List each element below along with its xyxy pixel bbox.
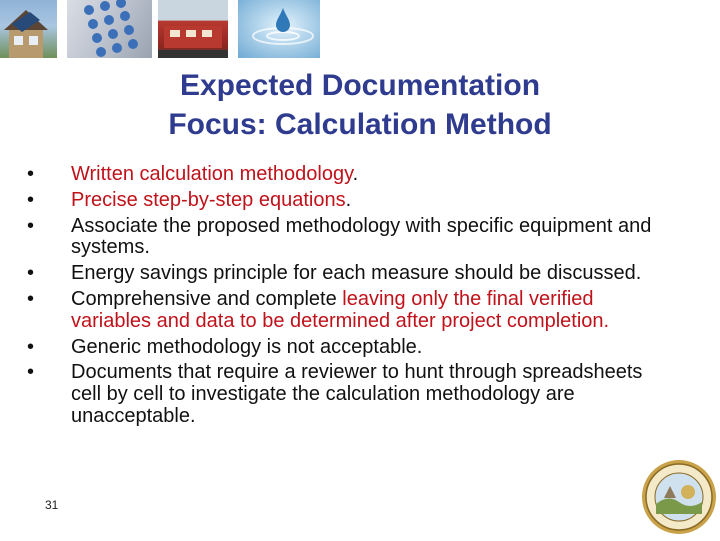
train-photo: [158, 0, 228, 58]
header-banner: [0, 0, 720, 60]
bullet-item: [24, 289, 674, 333]
bullet-text: Written calculation methodology: [71, 163, 353, 185]
title-line-1: Expected Documentation: [179, 69, 541, 102]
page-number: 31: [45, 498, 59, 512]
bullet-text: leaving only the final verified variables and data to be determined after project completion.: [71, 287, 610, 332]
house-photo: [0, 0, 57, 58]
bullet-dot-icon: •: [27, 262, 35, 285]
bullet-dot-icon: •: [27, 163, 35, 185]
bullet-item: [24, 164, 674, 186]
bullet-item: [24, 362, 674, 427]
bullet-item: [24, 190, 674, 212]
bullet-text: Generic methodology is not acceptable.: [71, 335, 423, 358]
bullet-item: [24, 337, 674, 359]
bullet-text: Associate the proposed methodology with specific equipment and systems.: [71, 214, 652, 259]
water-drop-photo: [238, 0, 320, 58]
bullet-dot-icon: •: [27, 188, 35, 211]
bullet-text: Comprehensive and complete: [71, 287, 343, 310]
bullet-dot-icon: •: [27, 214, 35, 237]
bullet-text: .: [345, 188, 352, 211]
bullet-text: Energy savings principle for each measure should be discussed.: [71, 262, 642, 285]
calculator-photo: [67, 0, 152, 58]
bullet-item: [24, 216, 674, 260]
bullet-dot-icon: •: [27, 287, 35, 310]
bullet-dot-icon: •: [27, 361, 35, 384]
bullet-text: Precise step-by-step equations: [71, 188, 346, 211]
slide-title: [0, 66, 720, 144]
bullet-dot-icon: •: [27, 335, 35, 358]
bullet-list: [24, 164, 674, 432]
title-line-2: Focus: Calculation Method: [168, 108, 552, 141]
state-seal: [640, 458, 718, 536]
banner-fade: [320, 0, 720, 58]
bullet-item: [24, 263, 674, 285]
bullet-text: .: [352, 163, 359, 185]
bullet-text: Documents that require a reviewer to hunt through spreadsheets cell by cell to investigate the calculation methodology are unacceptable.: [71, 361, 643, 427]
